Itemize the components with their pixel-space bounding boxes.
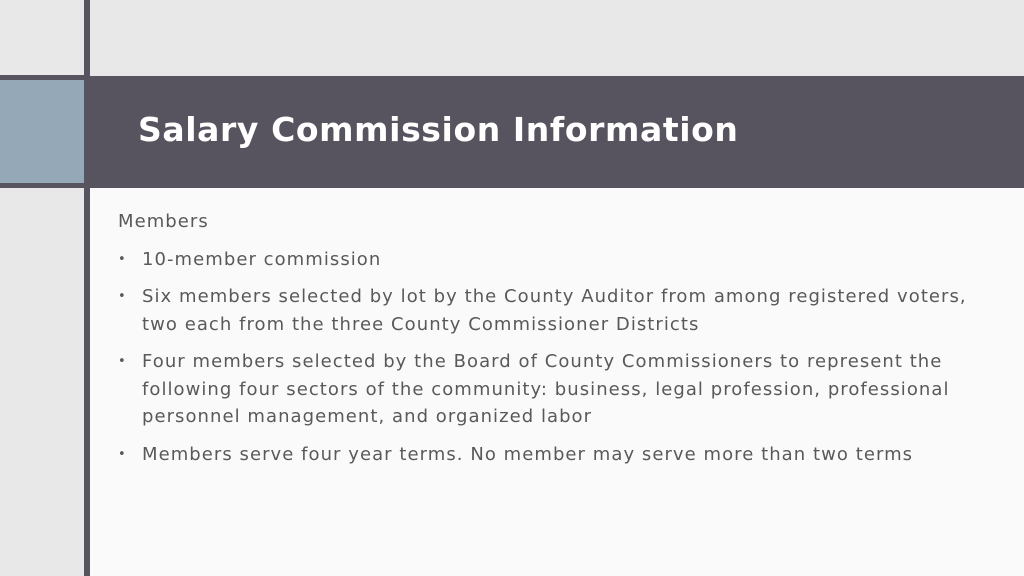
content-area <box>90 188 1024 576</box>
accent-block <box>0 80 84 183</box>
bullet-text: Four members selected by the Board of County Commissioners to represent the following four sectors of the community: business, legal profession, professional personnel management, and organized labor <box>142 351 950 427</box>
bullet-dot-icon: • <box>118 289 127 304</box>
title-bar <box>90 76 1024 188</box>
bullet-dot-icon: • <box>118 251 127 267</box>
bullet-dot-icon: • <box>118 354 127 369</box>
bullet-item <box>118 348 978 431</box>
bullet-item <box>118 246 978 274</box>
accent-top-rule <box>0 75 90 80</box>
accent-bottom-rule <box>0 183 90 188</box>
bullet-text: Members serve four year terms. No member may serve more than two terms <box>142 443 914 465</box>
slide-title: Salary Commission Information <box>138 110 739 149</box>
bullet-text: Six members selected by lot by the County Auditor from among registered voters, two each from the three County Commissioner Districts <box>142 286 967 335</box>
bullet-list <box>118 246 978 469</box>
bullet-item <box>118 441 978 469</box>
bullet-item <box>118 283 978 338</box>
top-band <box>0 0 1024 76</box>
content-body <box>118 208 978 478</box>
section-heading: Members <box>118 211 209 232</box>
bullet-text: 10-member commission <box>142 248 382 270</box>
bullet-dot-icon: • <box>118 446 127 462</box>
